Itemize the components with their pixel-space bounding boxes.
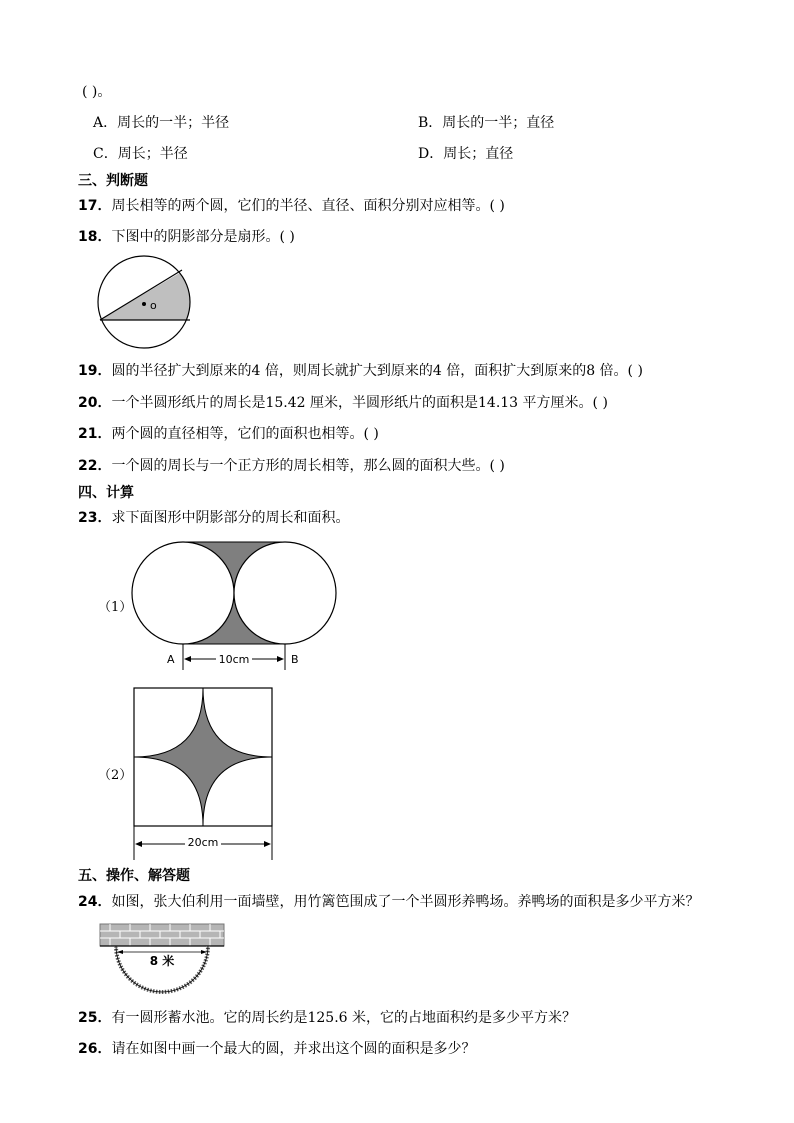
arrow-left: [135, 841, 142, 847]
q16-option-c[interactable]: C．周长；半径: [93, 146, 188, 162]
left-circle: [132, 542, 234, 644]
arrow-right: [264, 841, 271, 847]
question-19: [78, 362, 643, 380]
question-text: 下图中的阴影部分是扇形。( ): [111, 229, 295, 245]
question-number: 18．: [78, 229, 112, 245]
question-text: 求下面图形中阴影部分的周长和面积。: [111, 510, 350, 526]
question-25: [78, 1009, 576, 1027]
figure-2-label: （2）: [98, 768, 133, 783]
q18-circle-figure: [96, 254, 196, 354]
q23-figure-2: [130, 684, 276, 860]
section-title-operations: 五、操作、解答题: [78, 868, 190, 884]
dimension-label: 8 米: [149, 954, 175, 968]
dimension-label: 10cm: [218, 653, 250, 666]
question-number: 24．: [78, 894, 112, 910]
q23-figure-1: [128, 538, 342, 670]
wall: [100, 924, 224, 946]
center-dot: [142, 302, 146, 306]
question-text: 圆的半径扩大到原来的4 倍，则周长就扩大到原来的4 倍，面积扩大到原来的8 倍。( ): [111, 363, 643, 379]
question-text: 有一圆形蓄水池。它的周长约是125.6 米，它的占地面积约是多少平方米？: [111, 1010, 577, 1026]
fence-arc: [116, 946, 208, 992]
q16-option-a[interactable]: A．周长的一半；半径: [93, 115, 230, 131]
q24-duck-farm-figure: [98, 920, 226, 1000]
dimension-label: 20cm: [187, 836, 219, 849]
question-number: 19．: [78, 363, 112, 379]
question-text: 请在如图中画一个最大的圆，并求出这个圆的面积是多少？: [111, 1041, 476, 1057]
question-22: [78, 457, 505, 475]
question-number: 21．: [78, 426, 112, 442]
section-title-judgement: 三、判断题: [78, 173, 148, 189]
question-text: 一个半圆形纸片的周长是15.42 厘米，半圆形纸片的面积是14.13 平方厘米。( ): [111, 395, 608, 411]
question-18: [78, 228, 295, 246]
point-a-label: A: [167, 653, 175, 666]
question-23: [78, 509, 349, 527]
q16-option-d[interactable]: D．周长；直径: [418, 146, 514, 162]
question-text: 如图，张大伯利用一面墙壁，用竹篱笆围成了一个半圆形养鸭场。养鸭场的面积是多少平方米？: [111, 894, 700, 910]
question-text: 两个圆的直径相等，它们的面积也相等。( ): [111, 426, 379, 442]
question-number: 26．: [78, 1041, 112, 1057]
q16-option-b[interactable]: B．周长的一半；直径: [418, 115, 555, 131]
question-number: 23．: [78, 510, 112, 526]
arrow-left: [117, 950, 123, 954]
fence-outline: [116, 946, 208, 992]
section-title-calculation: 四、计算: [78, 485, 134, 501]
arrow-left: [184, 656, 191, 662]
question-number: 25．: [78, 1010, 112, 1026]
right-circle: [234, 542, 336, 644]
center-label: o: [150, 299, 157, 312]
question-20: [78, 394, 608, 412]
question-text: 周长相等的两个圆，它们的半径、直径、面积分别对应相等。( ): [111, 198, 505, 214]
question-number: 20．: [78, 395, 112, 411]
question-24: [78, 893, 699, 911]
point-b-label: B: [291, 653, 299, 666]
question-21: [78, 425, 379, 443]
question-26: [78, 1040, 475, 1058]
question-17: [78, 197, 505, 215]
q16-answer-blank: ( )。: [82, 84, 112, 100]
question-number: 22．: [78, 458, 112, 474]
question-number: 17．: [78, 198, 112, 214]
question-text: 一个圆的周长与一个正方形的周长相等，那么圆的面积大些。( ): [111, 458, 505, 474]
arrow-right: [277, 656, 284, 662]
figure-1-label: （1）: [98, 600, 133, 615]
